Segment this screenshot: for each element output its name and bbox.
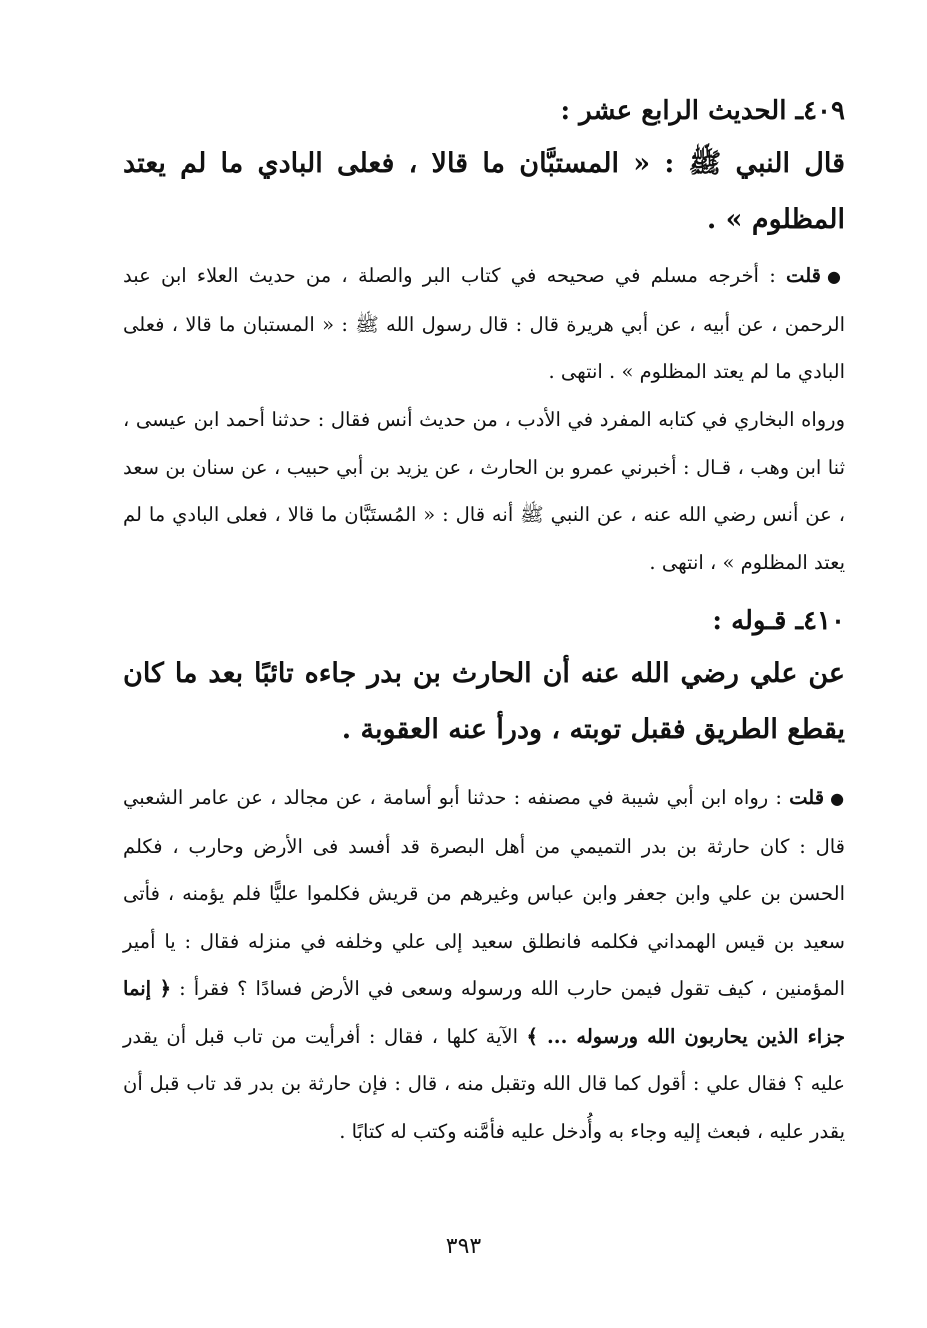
hadith-410-text: عن علي رضي الله عنه أن الحارث بن بدر جاءه تائبًا بعد ما كان يقطع الطريق فقبل توبته ، ودرأ عنه العقوبة . [123, 658, 845, 745]
bullet-icon: ● [830, 789, 846, 808]
hadith-409-text: قال النبي ﷺ : « المستبَّان ما قالا ، فعلى البادي ما لم يعتد المظلوم » . [123, 148, 845, 235]
commentary-label: قلت [789, 786, 825, 809]
commentary-label: قلت [786, 264, 821, 287]
hadith-409-heading: ٤٠٩ـ الحديث الرابع عشر : [560, 96, 845, 126]
commentary-410-text-end: الآية كلها ، فقال : أفرأيت من تاب قبل أن يقدر عليه ؟ فقال علي : أقول كما قال الله وتقبل منه ، قال : فإن حارثة بن بدر قد تاب قبل أن يقدر عليه ، فبعث إليه وجاء به وأُدخل عليه فأمَّنه وكتب له كتابًا . [123, 1024, 845, 1143]
bullet-icon: ● [826, 267, 845, 286]
commentary-409-para2: ورواه البخاري في كتابه المفرد في الأدب ، من حديث أنس فقال : حدثنا أحمد ابن عيسى ، ثنا ابن وهب ، قـال : أخبرني عمرو بن الحارث ، عن يزيد بن أبي حبيب ، عن سنان بن سعد ، عن أنس رضي الله عنه ، عن النبي ﷺ أنه قال : « المُستَبَّان ما قالا ، فعلى البادي ما لم يعتد المظلوم » ، انتهى . [123, 408, 845, 574]
commentary-409-para1 [123, 252, 845, 396]
commentary-410-text: : رواه ابن أبي شيبة في مصنفه : حدثنا أبو أسامة ، عن مجالد ، عن عامر الشعبي قال : كان حارثة بن بدر التميمي من أهل البصرة قد أفسد فى الأرض وحارب ، فكلم الحسن بن علي وابن جعفر وابن عباس وغيرهم من قريش فكلموا عليًّا فلم يؤمنه ، فأتى سعيد بن قيس الهمداني فكلمه فانطلق سعيد إلى علي وخلفه في منزله فقال : يا أمير المؤمنين ، كيف تقول فيمن حارب الله ورسوله وسعى في الأرض فسادًا ؟ فقرأ : [123, 786, 845, 1000]
quran-verse: ﴿ إنما جزاء الذين يحاربون الله ورسوله ... ﴾ [123, 977, 845, 1048]
commentary-410 [123, 774, 845, 1155]
page-number: ٣٩٣ [445, 1234, 482, 1259]
hadith-410-heading: ٤١٠ـ قـوله : [712, 606, 845, 636]
commentary-409-text: : أخرجه مسلم في صحيحه في كتاب البر والصلة ، من حديث العلاء ابن عبد الرحمن ، عن أبيه ، عن أبي هريرة قال : قال رسول الله ﷺ : « المستبان ما قالا ، فعلى البادي ما لم يعتد المظلوم » . انتهى . [123, 264, 845, 383]
